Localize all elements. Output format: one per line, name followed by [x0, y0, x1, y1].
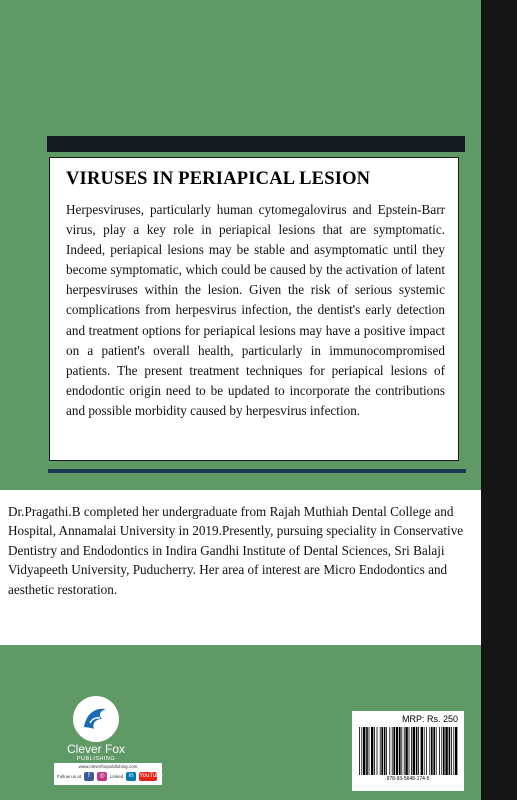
youtube-icon[interactable]: YouTube	[139, 773, 163, 779]
price-barcode-box	[352, 711, 464, 791]
linkedin-icon[interactable]: in	[126, 772, 136, 781]
description-box	[49, 157, 459, 461]
facebook-icon[interactable]: f	[84, 772, 94, 781]
author-bio-text: Dr.Pragathi.B completed her undergraduate from Rajah Muthiah Dental College and Hospital, Annamalai University in 2019.Presently, pursuing speciality in Conservative Dentistry and Endodontics in Indira Gandhi Institute of Dental Sciences, Sri Balaji Vidyapeeth University, Puducherry. Her area of interest are Micro Endodontics and aesthetic restoration.	[8, 504, 464, 597]
linkedin-label: Linked	[110, 774, 124, 779]
description-title: VIRUSES IN PERIAPICAL LESION	[66, 169, 371, 189]
top-divider-bar	[47, 136, 465, 152]
spine-band	[481, 0, 517, 800]
publisher-subtitle: PUBLISHING	[76, 756, 116, 762]
author-bio-box	[0, 490, 481, 645]
follow-label: Follow us at	[57, 774, 82, 779]
fox-icon	[73, 696, 119, 742]
mrp-label: MRP: Rs. 250	[401, 714, 458, 724]
isbn-number: 978-93-5648-174-5	[386, 776, 430, 782]
publisher-name: Clever Fox	[66, 742, 125, 756]
barcode-icon	[358, 727, 458, 775]
publisher-url[interactable]: www.cleverfoxpublishing.com	[78, 764, 138, 769]
instagram-icon[interactable]: ◎	[97, 772, 107, 781]
social-row	[57, 772, 163, 781]
middle-divider-rule	[48, 469, 466, 473]
social-strip	[54, 763, 162, 785]
description-body: Herpesviruses, particularly human cytomegalovirus and Epstein-Barr virus, play a key role in periapical lesions that are symptomatic. Indeed, periapical lesions may be stable and asymptomatic until they become symptomatic, which could be caused by the activation of latent herpesviruses within the lesion. Given the risk of serious systemic complications from herpesvirus infection, the dentist's early detection and treatment options for periapical lesions may have a positive impact on a patient's overall health, particularly in immunocompromised patients. The present treatment techniques for periapical lesions of endodontic origin need to be updated to incorporate the contributions and possible morbidity caused by herpesvirus infection.	[66, 202, 445, 418]
